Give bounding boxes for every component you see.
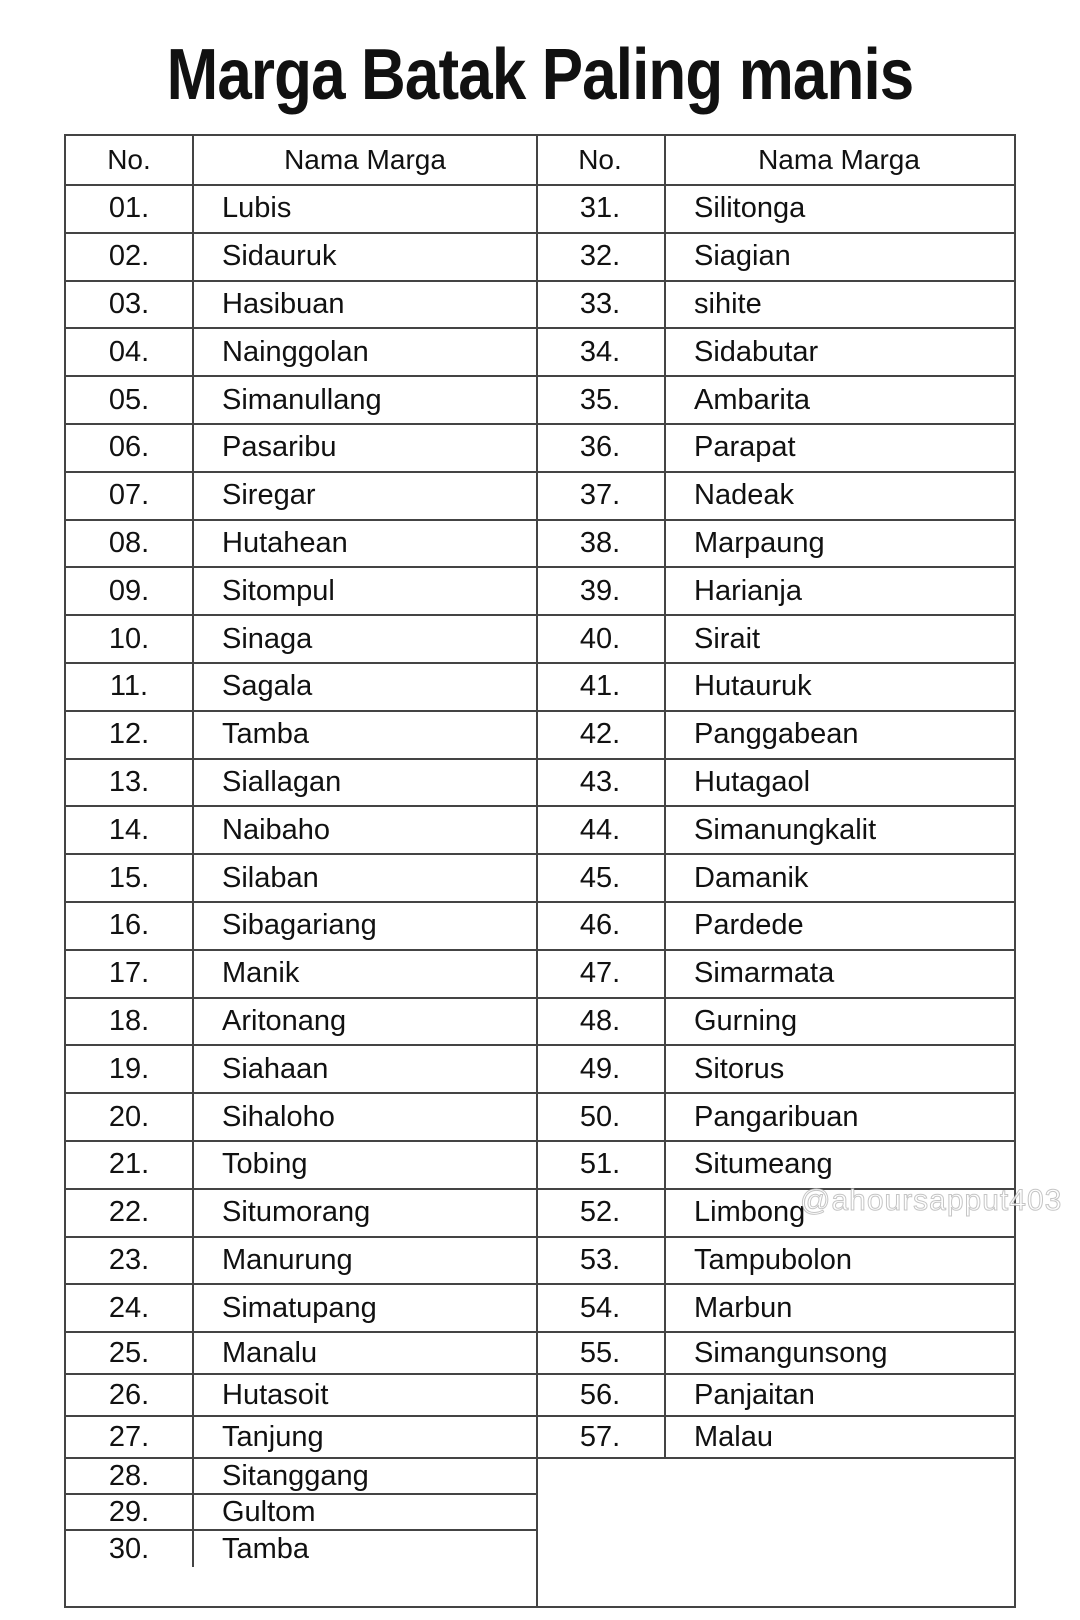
marga-name: Gurning bbox=[694, 1004, 798, 1037]
row-number: 21. bbox=[66, 1142, 194, 1188]
table-row bbox=[536, 712, 1014, 760]
marga-name: Malau bbox=[694, 1420, 773, 1453]
row-number: 17. bbox=[66, 951, 194, 997]
marga-name: Aritonang bbox=[222, 1004, 347, 1037]
marga-name: Panjaitan bbox=[694, 1378, 815, 1411]
table-row bbox=[536, 903, 1014, 951]
table-row bbox=[536, 1375, 1014, 1417]
marga-name: Tanjung bbox=[222, 1420, 324, 1453]
table-row bbox=[66, 1190, 536, 1238]
row-number: 13. bbox=[66, 760, 194, 806]
table-row bbox=[536, 568, 1014, 616]
row-number: 48. bbox=[536, 999, 666, 1045]
header-no: No. bbox=[536, 136, 666, 184]
row-number: 49. bbox=[536, 1046, 666, 1092]
table-row bbox=[66, 903, 536, 951]
row-number: 45. bbox=[536, 855, 666, 901]
row-number: 05. bbox=[66, 377, 194, 423]
table-row bbox=[66, 568, 536, 616]
row-number: 29. bbox=[66, 1495, 194, 1529]
table-row bbox=[536, 1238, 1014, 1286]
table-row bbox=[536, 377, 1014, 425]
marga-name: Sidauruk bbox=[222, 240, 337, 273]
marga-name: Parapat bbox=[694, 431, 796, 464]
marga-name: Sibagariang bbox=[222, 909, 377, 942]
row-number: 42. bbox=[536, 712, 666, 758]
table-row bbox=[536, 1333, 1014, 1375]
marga-name: Ambarita bbox=[694, 383, 811, 416]
marga-name: Simatupang bbox=[222, 1291, 377, 1324]
row-number: 51. bbox=[536, 1142, 666, 1188]
row-number: 08. bbox=[66, 521, 194, 567]
row-number: 53. bbox=[536, 1238, 666, 1284]
marga-name: Naibaho bbox=[222, 813, 331, 846]
table-row bbox=[536, 425, 1014, 473]
row-number: 22. bbox=[66, 1190, 194, 1236]
table-row bbox=[66, 521, 536, 569]
table-row bbox=[536, 951, 1014, 999]
marga-name: Harianja bbox=[694, 574, 802, 607]
row-number: 14. bbox=[66, 807, 194, 853]
row-number: 18. bbox=[66, 999, 194, 1045]
table-row bbox=[536, 234, 1014, 282]
table-header-row bbox=[66, 136, 536, 186]
marga-name: Hutauruk bbox=[694, 670, 812, 703]
table-row bbox=[536, 664, 1014, 712]
marga-name: Manik bbox=[222, 957, 300, 990]
marga-name: Situmeang bbox=[694, 1148, 833, 1181]
row-number: 41. bbox=[536, 664, 666, 710]
row-number: 04. bbox=[66, 329, 194, 375]
row-number: 39. bbox=[536, 568, 666, 614]
table-row bbox=[536, 282, 1014, 330]
table-row bbox=[66, 1495, 536, 1531]
table-row bbox=[66, 186, 536, 234]
table-row bbox=[66, 1094, 536, 1142]
table-row bbox=[66, 664, 536, 712]
table-row bbox=[66, 1375, 536, 1417]
table-header-row bbox=[536, 136, 1014, 186]
row-number: 27. bbox=[66, 1417, 194, 1457]
row-number: 31. bbox=[536, 186, 666, 232]
table-row bbox=[536, 616, 1014, 664]
table-row bbox=[66, 234, 536, 282]
marga-name: Sitanggang bbox=[222, 1459, 369, 1492]
marga-name: Siagian bbox=[694, 240, 791, 273]
row-number: 50. bbox=[536, 1094, 666, 1140]
table-row bbox=[66, 473, 536, 521]
marga-name: Lubis bbox=[222, 192, 292, 225]
table-row bbox=[536, 473, 1014, 521]
row-number: 09. bbox=[66, 568, 194, 614]
row-number: 24. bbox=[66, 1285, 194, 1331]
row-number: 43. bbox=[536, 760, 666, 806]
row-number: 06. bbox=[66, 425, 194, 471]
row-number: 35. bbox=[536, 377, 666, 423]
marga-name: Pardede bbox=[694, 909, 804, 942]
marga-name: Silitonga bbox=[694, 192, 806, 225]
table-row bbox=[66, 1285, 536, 1333]
row-number: 55. bbox=[536, 1333, 666, 1373]
row-number: 15. bbox=[66, 855, 194, 901]
row-number: 01. bbox=[66, 186, 194, 232]
marga-name: Nadeak bbox=[694, 479, 794, 512]
row-number: 20. bbox=[66, 1094, 194, 1140]
table-row bbox=[536, 1046, 1014, 1094]
header-no: No. bbox=[66, 136, 194, 184]
marga-name: Sihaloho bbox=[222, 1100, 335, 1133]
marga-name: Sinaga bbox=[222, 622, 313, 655]
left-table-half bbox=[66, 136, 538, 1606]
marga-name: Gultom bbox=[222, 1495, 316, 1528]
row-number: 44. bbox=[536, 807, 666, 853]
marga-name: Hutasoit bbox=[222, 1378, 329, 1411]
table-row bbox=[66, 951, 536, 999]
marga-name: Hasibuan bbox=[222, 287, 345, 320]
right-table-half bbox=[536, 136, 1014, 1459]
row-number: 32. bbox=[536, 234, 666, 280]
marga-name: Sitorus bbox=[694, 1052, 785, 1085]
row-number: 34. bbox=[536, 329, 666, 375]
table-row bbox=[66, 282, 536, 330]
marga-name: Nainggolan bbox=[222, 335, 369, 368]
marga-name: Situmorang bbox=[222, 1196, 371, 1229]
table-row bbox=[536, 999, 1014, 1047]
row-number: 02. bbox=[66, 234, 194, 280]
marga-name: Damanik bbox=[694, 861, 809, 894]
table-row bbox=[66, 807, 536, 855]
marga-name: Simangunsong bbox=[694, 1336, 888, 1369]
header-nama-marga: Nama Marga bbox=[758, 144, 920, 175]
table-row bbox=[66, 425, 536, 473]
marga-name: Pasaribu bbox=[222, 431, 337, 464]
row-number: 25. bbox=[66, 1333, 194, 1373]
table-row bbox=[66, 1142, 536, 1190]
row-number: 03. bbox=[66, 282, 194, 328]
table-row bbox=[66, 999, 536, 1047]
table-row bbox=[66, 1046, 536, 1094]
table-row bbox=[66, 329, 536, 377]
row-number: 36. bbox=[536, 425, 666, 471]
marga-name: Siregar bbox=[222, 479, 316, 512]
table-row bbox=[536, 1094, 1014, 1142]
table-row bbox=[536, 760, 1014, 808]
marga-name: Hutahean bbox=[222, 526, 348, 559]
marga-name: Manalu bbox=[222, 1336, 318, 1369]
table-row bbox=[536, 1142, 1014, 1190]
table-row bbox=[536, 329, 1014, 377]
row-number: 30. bbox=[66, 1531, 194, 1567]
row-number: 46. bbox=[536, 903, 666, 949]
marga-name: Tamba bbox=[222, 1532, 310, 1565]
row-number: 26. bbox=[66, 1375, 194, 1415]
marga-name: Limbong bbox=[694, 1196, 806, 1229]
marga-name: Silaban bbox=[222, 861, 319, 894]
table-row bbox=[536, 1285, 1014, 1333]
header-nama-marga: Nama Marga bbox=[284, 144, 446, 175]
table-row bbox=[536, 807, 1014, 855]
row-number: 19. bbox=[66, 1046, 194, 1092]
page-title: Marga Batak Paling manis bbox=[166, 35, 914, 115]
row-number: 28. bbox=[66, 1459, 194, 1493]
table-row bbox=[66, 1238, 536, 1286]
marga-name: Tobing bbox=[222, 1148, 308, 1181]
row-number: 47. bbox=[536, 951, 666, 997]
marga-name: Sagala bbox=[222, 670, 313, 703]
row-number: 16. bbox=[66, 903, 194, 949]
watermark: @ahoursapput403 bbox=[800, 1184, 1063, 1217]
marga-name: Manurung bbox=[222, 1243, 353, 1276]
row-number: 38. bbox=[536, 521, 666, 567]
table-row bbox=[66, 377, 536, 425]
table-row bbox=[536, 1417, 1014, 1459]
marga-name: Tampubolon bbox=[694, 1243, 852, 1276]
table-row bbox=[66, 1417, 536, 1459]
row-number: 54. bbox=[536, 1285, 666, 1331]
marga-name: Simarmata bbox=[694, 957, 835, 990]
table-row bbox=[536, 855, 1014, 903]
table-row bbox=[66, 760, 536, 808]
row-number: 40. bbox=[536, 616, 666, 662]
row-number: 10. bbox=[66, 616, 194, 662]
row-number: 57. bbox=[536, 1417, 666, 1457]
table-row bbox=[66, 855, 536, 903]
table-row bbox=[66, 616, 536, 664]
row-number: 33. bbox=[536, 282, 666, 328]
marga-name: Sirait bbox=[694, 622, 761, 655]
table-row bbox=[66, 712, 536, 760]
marga-name: Hutagaol bbox=[694, 765, 811, 798]
row-number: 52. bbox=[536, 1190, 666, 1236]
row-number: 23. bbox=[66, 1238, 194, 1284]
marga-table bbox=[64, 134, 1016, 1608]
marga-name: Sidabutar bbox=[694, 335, 819, 368]
marga-name: Pangaribuan bbox=[694, 1100, 859, 1133]
marga-name: sihite bbox=[694, 287, 762, 320]
table-row bbox=[66, 1459, 536, 1495]
marga-name: Marbun bbox=[694, 1291, 793, 1324]
marga-name: Panggabean bbox=[694, 718, 859, 751]
row-number: 12. bbox=[66, 712, 194, 758]
marga-name: Siahaan bbox=[222, 1052, 329, 1085]
marga-name: Sitompul bbox=[222, 574, 335, 607]
row-number: 56. bbox=[536, 1375, 666, 1415]
marga-name: Tamba bbox=[222, 718, 310, 751]
row-number: 11. bbox=[66, 664, 194, 710]
row-number: 07. bbox=[66, 473, 194, 519]
marga-name: Simanullang bbox=[222, 383, 382, 416]
marga-name: Simanungkalit bbox=[694, 813, 877, 846]
table-row bbox=[66, 1531, 536, 1567]
marga-name: Marpaung bbox=[694, 526, 825, 559]
table-row bbox=[536, 186, 1014, 234]
table-row bbox=[66, 1333, 536, 1375]
table-row bbox=[536, 521, 1014, 569]
marga-name: Siallagan bbox=[222, 765, 342, 798]
row-number: 37. bbox=[536, 473, 666, 519]
